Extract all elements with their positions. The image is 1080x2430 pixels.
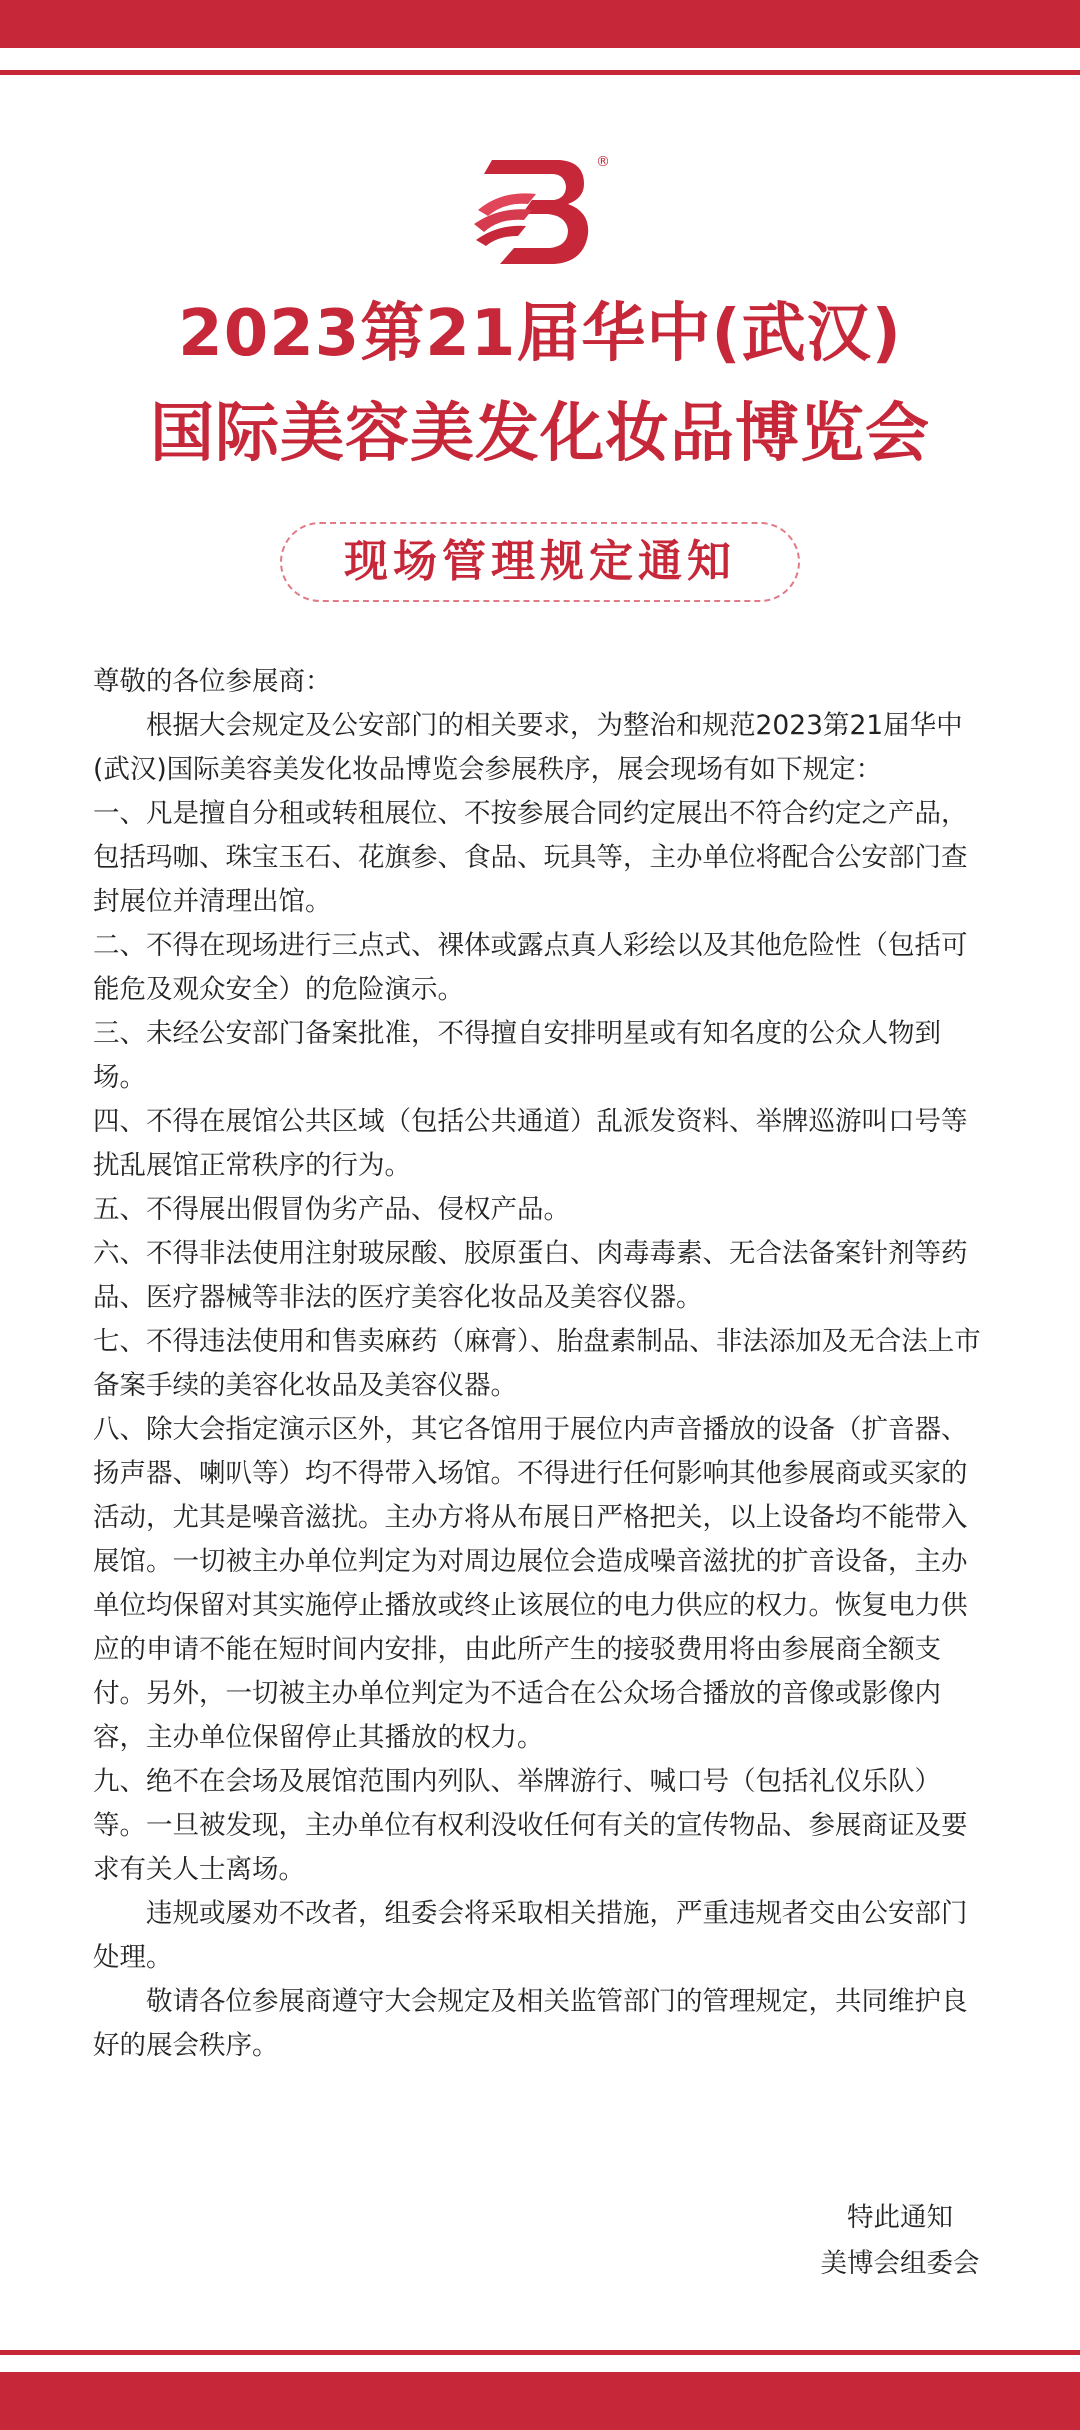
closing-paragraph: 敬请各位参展商遵守大会规定及相关监管部门的管理规定，共同维护良好的展会秩序。 <box>93 1986 968 2061</box>
rule-item: 八、除大会指定演示区外，其它各馆用于展位内声音播放的设备（扩音器、扬声器、喇叭等）均不得带入场馆。不得进行任何影响其他参展商或买家的活动，尤其是噪音滋扰。主办方将从布展日严格把关，以上设备均不能带入展馆。一切被主办单位判定为对周边展位会造成噪音滋扰的扩音设备，主办单位均保留对其实施停止播放或终止该展位的电力供应的权力。恢复电力供应的申请不能在短时间内安排，由此所产生的接驳费用将由参展商全额支付。另外，一切被主办单位判定为不适合在公众场合播放的音像或影像内容，主办单位保留停止其播放的权力。 <box>93 1414 968 1753</box>
brand-logo-icon <box>472 150 608 268</box>
bottom-banner-band <box>0 2372 1080 2430</box>
bottom-banner-line <box>0 2350 1080 2355</box>
top-banner-band <box>0 0 1080 48</box>
closing-paragraph: 违规或屡劝不改者，组委会将采取相关措施，严重违规者交由公安部门处理。 <box>93 1898 968 1973</box>
intro-paragraph: 根据大会规定及公安部门的相关要求，为整治和规范2023第21届华中(武汉)国际美容美发化妆品博览会参展秩序，展会现场有如下规定： <box>93 710 963 785</box>
signature-notice: 特此通知 <box>847 2202 953 2233</box>
page-title-line1: 2023第21届华中(武汉) <box>178 297 902 371</box>
rule-item: 九、绝不在会场及展馆范围内列队、举牌游行、喊口号（包括礼仪乐队）等。一旦被发现，主办单位有权利没收任何有关的宣传物品、参展商证及要求有关人士离场。 <box>93 1766 968 1885</box>
rule-item: 一、凡是擅自分租或转租展位、不按参展合同约定展出不符合约定之产品，包括玛咖、珠宝玉石、花旗参、食品、玩具等，主办单位将配合公安部门查封展位并清理出馆。 <box>93 798 968 917</box>
top-banner-line <box>0 70 1080 75</box>
registered-mark: ® <box>596 154 610 170</box>
rule-item: 五、不得展出假冒伪劣产品、侵权产品。 <box>93 1194 570 1225</box>
page-title-line2: 国际美容美发化妆品博览会 <box>150 397 930 471</box>
rule-item: 二、不得在现场进行三点式、裸体或露点真人彩绘以及其他危险性（包括可能危及观众安全）的危险演示。 <box>93 930 968 1005</box>
brand-logo <box>472 150 608 268</box>
notice-subtitle: 现场管理规定通知 <box>280 522 800 602</box>
signature-organizer: 美博会组委会 <box>820 2248 980 2279</box>
rule-item: 三、未经公安部门备案批准，不得擅自安排明星或有知名度的公众人物到场。 <box>93 1018 941 1093</box>
rule-item: 七、不得违法使用和售卖麻药（麻膏）、胎盘素制品、非法添加及无合法上市备案手续的美容化妆品及美容仪器。 <box>93 1326 981 1401</box>
greeting: 尊敬的各位参展商： <box>93 666 332 697</box>
notice-body <box>93 660 988 2068</box>
rule-item: 四、不得在展馆公共区域（包括公共通道）乱派发资料、举牌巡游叫口号等扰乱展馆正常秩序的行为。 <box>93 1106 968 1181</box>
rule-item: 六、不得非法使用注射玻尿酸、胶原蛋白、肉毒毒素、无合法备案针剂等药品、医疗器械等非法的医疗美容化妆品及美容仪器。 <box>93 1238 968 1313</box>
